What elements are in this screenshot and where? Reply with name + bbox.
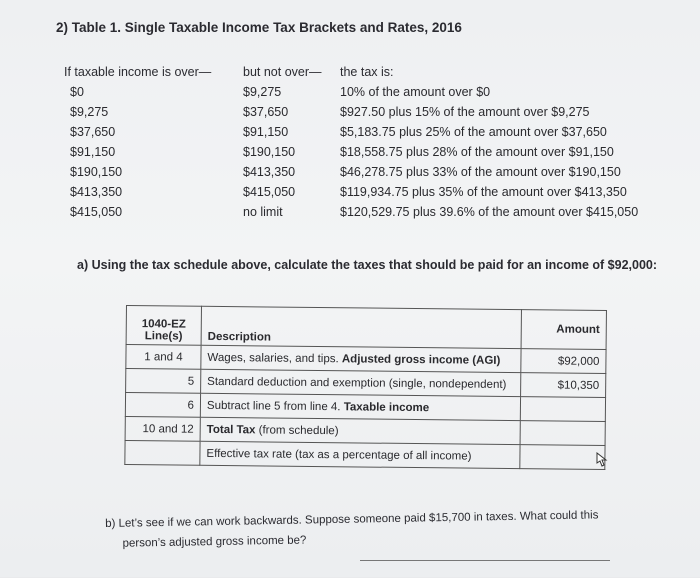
bracket-not-over-value: $190,150 <box>243 145 296 159</box>
bracket-over-value: $91,150 <box>70 145 116 159</box>
bracket-not-over-header: but not over— <box>243 65 322 79</box>
header-amount: Amount <box>521 310 606 350</box>
amount-cell[interactable]: $10,350 <box>521 373 606 398</box>
mouse-pointer-icon <box>594 452 610 470</box>
form-1040ez-table <box>124 305 607 470</box>
line-number: 5 <box>126 369 201 394</box>
question-a: a) Using the tax schedule above, calculate the taxes that should be paid for an income of $92,000: <box>77 258 658 272</box>
bracket-over-value: $415,050 <box>70 205 123 219</box>
bracket-tax-value: $46,278.75 plus 33% of the amount over $190,150 <box>340 165 621 179</box>
bracket-not-over-value: $413,350 <box>243 165 296 179</box>
amount-cell[interactable] <box>520 421 605 446</box>
bracket-not-over-value: $37,650 <box>243 105 289 119</box>
bracket-tax-value: $120,529.75 plus 39.6% of the amount over $415,050 <box>340 205 639 219</box>
page-title: 2) Table 1. Single Taxable Income Tax Brackets and Rates, 2016 <box>56 20 462 35</box>
header-lines-label: Line(s) <box>144 330 183 343</box>
bracket-over-value: $0 <box>70 85 84 99</box>
desc-plain: Standard deduction and exemption (single, nondependent) <box>207 375 507 391</box>
bracket-not-over-value: $91,150 <box>243 125 289 139</box>
bracket-tax-value: $119,934.75 plus 35% of the amount over $413,350 <box>340 185 627 199</box>
bracket-tax-header: the tax is: <box>340 65 394 79</box>
row-description <box>200 393 520 420</box>
bracket-not-over-value: $415,050 <box>243 185 296 199</box>
answer-box-edge <box>360 560 610 578</box>
bracket-tax-value: $5,183.75 plus 25% of the amount over $37,650 <box>340 125 607 139</box>
bracket-tax-column <box>340 62 638 222</box>
desc-plain: Subtract line 5 from line 4. <box>206 399 344 413</box>
bracket-tax-value: 10% of the amount over $0 <box>340 85 491 99</box>
table-row <box>125 440 605 469</box>
row-description <box>200 441 520 468</box>
question-b-line: b) Let’s see if we can work backwards. Suppose someone paid $15,700 in taxes. What could this <box>105 509 599 530</box>
desc-bold: Total Tax <box>206 423 256 436</box>
desc-plain: Effective tax rate (tax as a percentage of all income) <box>206 447 472 463</box>
amount-cell[interactable] <box>520 445 605 470</box>
bracket-over-value: $9,275 <box>70 105 109 119</box>
header-line-cell <box>126 306 201 346</box>
line-number: 1 and 4 <box>126 345 201 370</box>
desc-plain: (from schedule) <box>255 423 339 437</box>
bracket-over-column <box>64 62 211 222</box>
bracket-not-over-column <box>243 62 322 222</box>
desc-bold: Adjusted gross income (AGI) <box>341 352 501 367</box>
bracket-not-over-value: no limit <box>243 205 283 219</box>
desc-plain: Wages, salaries, and tips. <box>207 351 342 365</box>
question-b-line: person’s adjusted gross income be? <box>122 534 307 550</box>
bracket-tax-value: $927.50 plus 15% of the amount over $9,275 <box>340 105 590 119</box>
bracket-not-over-value: $9,275 <box>243 85 282 99</box>
bracket-over-value: $190,150 <box>70 165 123 179</box>
row-description <box>201 369 521 396</box>
row-description <box>200 417 520 444</box>
header-description: Description <box>201 306 521 348</box>
table-header-row <box>126 306 606 350</box>
line-number: 10 and 12 <box>125 416 200 441</box>
line-number: 6 <box>125 393 200 418</box>
amount-cell[interactable]: $92,000 <box>521 349 606 374</box>
bracket-tax-value: $18,558.75 plus 28% of the amount over $91,150 <box>340 145 614 159</box>
row-description <box>201 345 521 372</box>
amount-cell[interactable] <box>520 397 605 422</box>
question-b <box>105 505 626 554</box>
bracket-over-value: $37,650 <box>70 125 116 139</box>
bracket-over-header: If taxable income is over— <box>64 65 212 79</box>
header-form-label: 1040-EZ <box>141 318 186 331</box>
desc-bold: Taxable income <box>343 400 430 414</box>
bracket-over-value: $413,350 <box>70 185 123 199</box>
line-number <box>125 440 200 465</box>
